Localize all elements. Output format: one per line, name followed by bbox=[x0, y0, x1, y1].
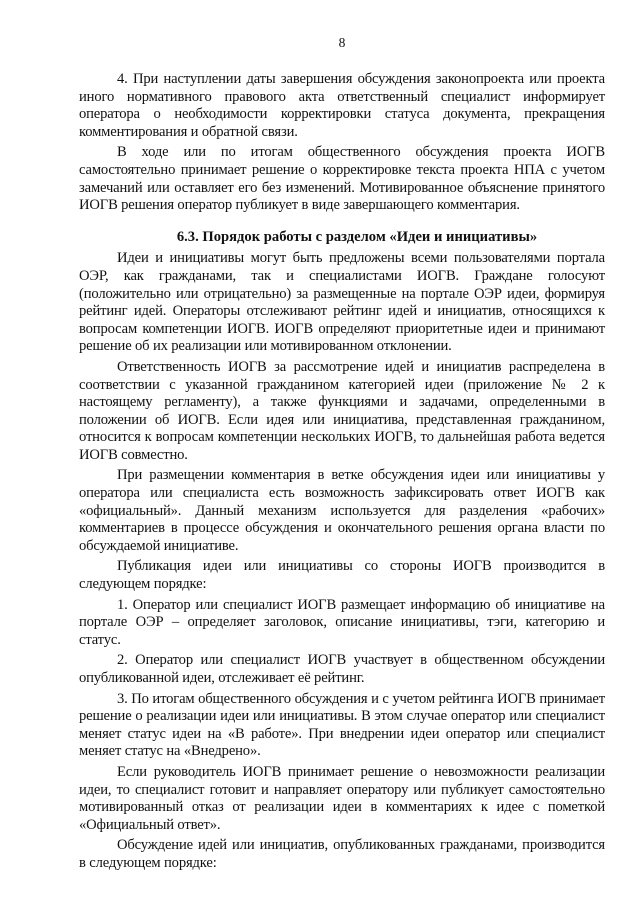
paragraph-npa-correction: В ходе или по итогам общественного обсуждения проекта ИОГВ самостоятельно принимает решение о корректировке текста проекта НПА с учетом замечаний или оставляет его без изменений. Мотивированное объяснение принятого ИОГВ решения оператор публикует в виде завершающего комментария. bbox=[79, 144, 605, 214]
paragraph-step-3: 3. По итогам общественного обсуждения и с учетом рейтинга ИОГВ принимает решение о реализации идеи или инициативы. В этом случае оператор или специалист меняет статус идеи на «В работе». При внедрении идеи оператор или специалист меняет статус на «Внедрено». bbox=[79, 690, 605, 760]
paragraph-item-4: 4. При наступлении даты завершения обсуждения законопроекта или проекта иного нормативного правового акта ответственный специалист информирует оператора о необходимости корректировки статуса документа, прекращения комментирования и обратной связи. bbox=[79, 71, 605, 140]
paragraph-official-answer: При размещении комментария в ветке обсуждения идеи или инициативы у оператора или специалиста есть возможность зафиксировать ответ ИОГВ как «официальный». Данный механизм используется для разделения «рабочих» комментариев в процессе обсуждения и окончательного решения органа власти по обсуждаемой инициативе. bbox=[79, 467, 605, 554]
paragraph-step-2: 2. Оператор или специалист ИОГВ участвует в общественном обсуждении опубликованной идеи, отслеживает её рейтинг. bbox=[79, 652, 605, 686]
page-number: 8 bbox=[338, 35, 346, 50]
paragraph-citizen-ideas: Обсуждение идей или инициатив, опубликованных гражданами, производится в следующем порядке: bbox=[79, 837, 605, 871]
section-heading: 6.3. Порядок работы с разделом «Идеи и инициативы» bbox=[176, 228, 538, 245]
paragraph-publication-order: Публикация идеи или инициативы со стороны ИОГВ производится в следующем порядке: bbox=[79, 558, 605, 593]
paragraph-ideas-intro: Идеи и инициативы могут быть предложены всеми пользователями портала ОЭР, как гражданами, так и специалистами ИОГВ. Граждане голосуют (положительно или отрицательно) за размещенные на портале ОЭР идеи, формируя рейтинг идей. Операторы отслеживают рейтинг идей и инициатив, относящихся к вопросам компетенции ИОГВ. ИОГВ определяют приоритетные идеи и принимают решение об их реализации или мотивированном отклонении. bbox=[79, 250, 605, 355]
paragraph-responsibility: Ответственность ИОГВ за рассмотрение идей и инициатив распределена в соответствии с указанной гражданином категорией идеи (приложение № 2 к настоящему регламенту), а также функциями и задачами, определенными в положении об ИОГВ. Если идея или инициатива, представленная гражданином, относится к вопросам компетенции нескольких ИОГВ, то дальнейшая работа ведется ИОГВ совместно. bbox=[79, 358, 605, 463]
paragraph-refusal: Если руководитель ИОГВ принимает решение о невозможности реализации идеи, то специалист готовит и направляет оператору или публикует самостоятельно мотивированный отказ от реализации идеи в комментариях к идее с пометкой «Официальный ответ». bbox=[79, 763, 605, 833]
paragraph-step-1: 1. Оператор или специалист ИОГВ размещает информацию об инициативе на портале ОЭР – определяет заголовок, описание инициативы, тэги, категорию и статус. bbox=[79, 596, 605, 648]
document-page bbox=[79, 34, 605, 876]
